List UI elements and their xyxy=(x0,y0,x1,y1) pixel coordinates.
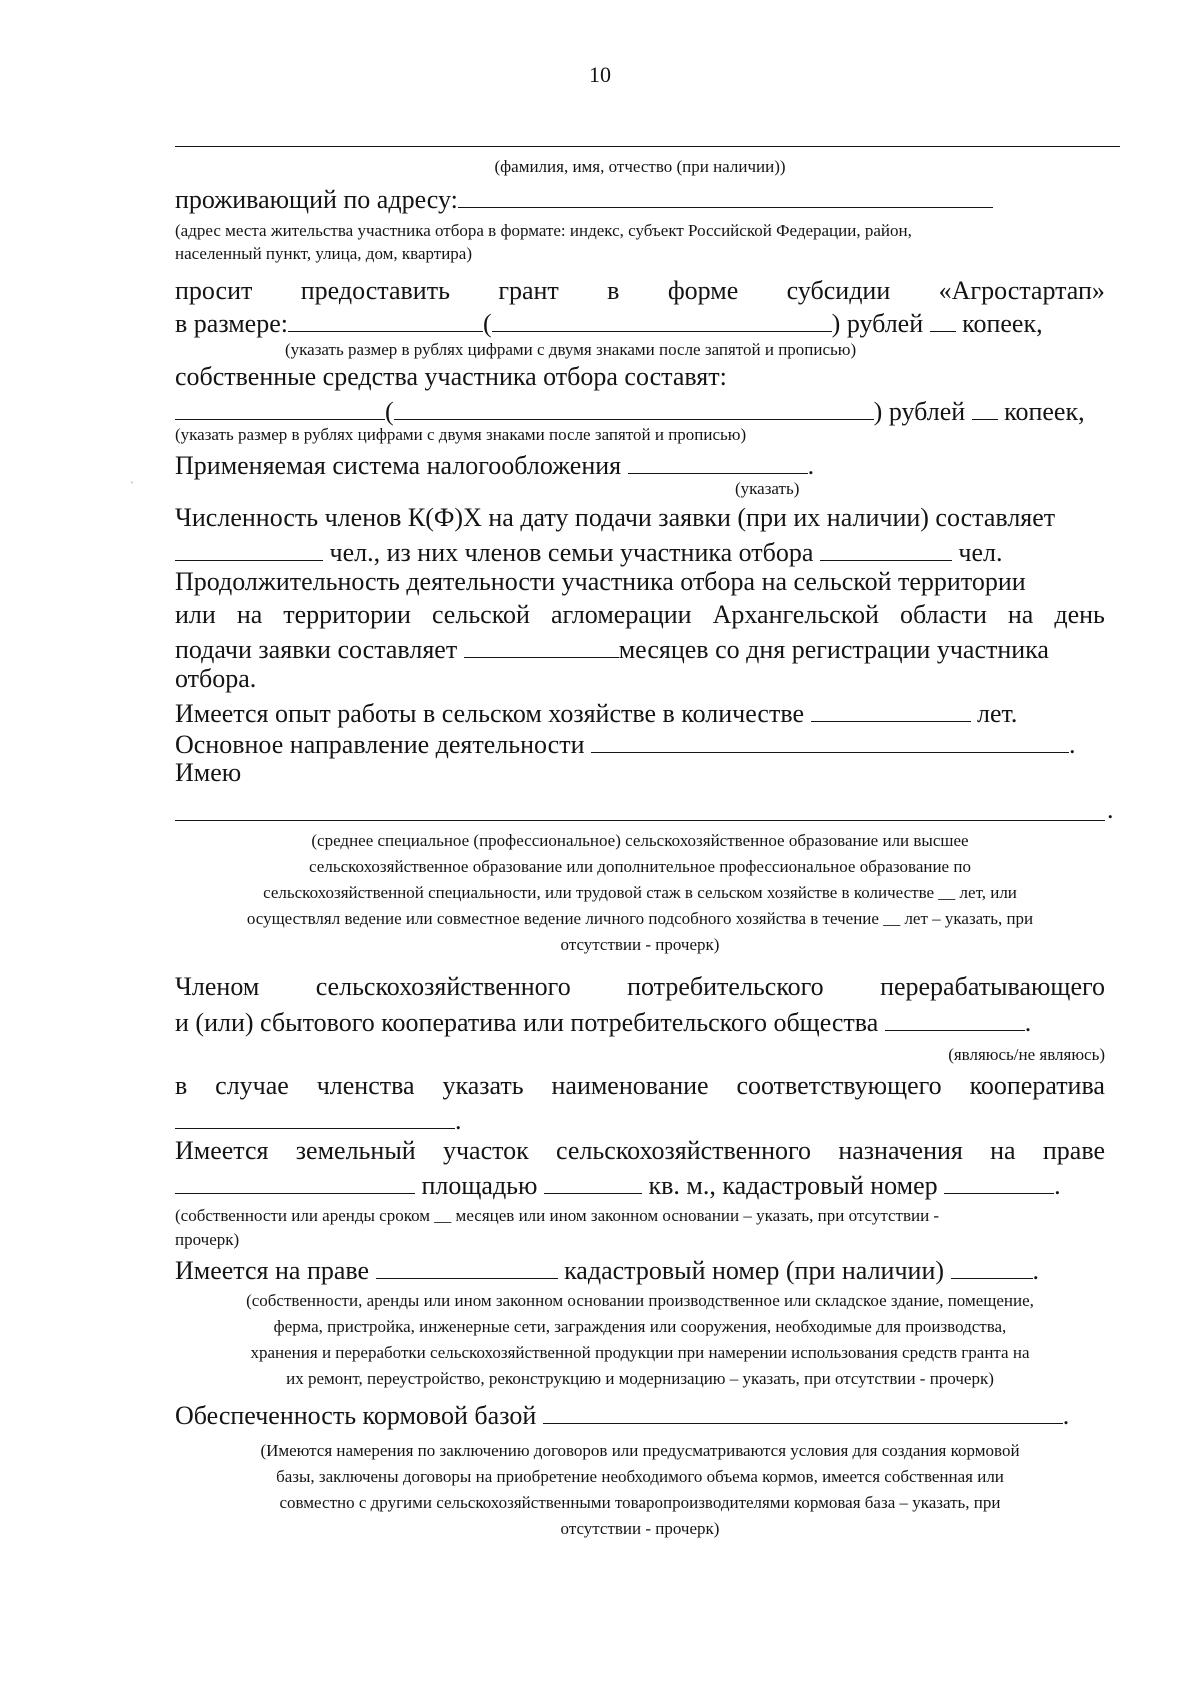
building-hint-3: хранения и переработки сельскохозяйственной продукции при намерении использования средств гранта на xyxy=(250,1343,1030,1362)
paren-open: ( xyxy=(385,397,394,426)
duration-word: области xyxy=(899,600,987,629)
building-cad-blank xyxy=(951,1254,1033,1279)
education-hint-2: сельскохозяйственное образование или дополнительное профессиональное образование по xyxy=(309,857,971,876)
duration-line-2 xyxy=(175,600,1105,630)
building-cad-label: кадастровый номер (при наличии) xyxy=(564,1256,945,1285)
coop-word: случае xyxy=(215,1071,289,1100)
address-hint-2: населенный пункт, улица, дом, квартира) xyxy=(175,244,472,263)
grant-kop-blank xyxy=(930,307,956,332)
grant-amount-line xyxy=(175,307,1105,339)
duration-months-blank xyxy=(464,633,619,658)
duration-line-1: Продолжительность деятельности участника отбора на сельской территории xyxy=(175,567,1026,596)
own-funds-words-blank xyxy=(394,395,874,420)
members-total-blank xyxy=(175,536,323,561)
coop-word: соответствующего xyxy=(736,1071,942,1100)
feed-hint-2: базы, заключены договоры на приобретение необходимого объема кормов, имеется собственная или xyxy=(276,1467,1004,1486)
tax-hint: (указать) xyxy=(735,479,800,498)
coop-word: потребительского xyxy=(627,972,824,1001)
page-number: 10 xyxy=(589,62,611,87)
own-funds-kop-text: копеек, xyxy=(1004,397,1085,426)
building-hint-4: их ремонт, переустройство, реконструкцию и модернизацию – указать, при отсутствии - прочерк) xyxy=(286,1369,994,1388)
building-line xyxy=(175,1254,1105,1286)
coop-word: членства xyxy=(316,1071,415,1100)
duration-word: день xyxy=(1054,600,1105,629)
land-word: Имеется xyxy=(175,1136,269,1165)
coop-word: наименование xyxy=(551,1071,709,1100)
own-funds-hint: (указать размер в рублях цифрами с двумя знаками после запятой и прописью) xyxy=(175,425,747,444)
dot: . xyxy=(1069,730,1076,759)
land-cad-blank xyxy=(944,1169,1054,1194)
main-activity-line xyxy=(175,728,1105,760)
coop-word: кооператива xyxy=(969,1071,1105,1100)
coop-line2-text: и (или) сбытового кооператива или потребительского общества xyxy=(175,1008,879,1037)
land-word: праве xyxy=(1042,1136,1105,1165)
coop-word: Членом xyxy=(175,972,260,1001)
land-hint-2: прочерк) xyxy=(175,1230,240,1249)
coop-word: в xyxy=(175,1071,188,1100)
duration-line3-start: подачи заявки составляет xyxy=(175,635,458,664)
coop-line-3 xyxy=(175,1071,1105,1101)
own-funds-rub-text: ) рублей xyxy=(873,397,966,426)
own-funds-amount-line xyxy=(175,395,1105,427)
experience-line xyxy=(175,697,1105,729)
tax-blank xyxy=(628,449,808,474)
address-blank xyxy=(458,183,993,208)
main-activity-label: Основное направление деятельности xyxy=(175,730,585,759)
coop-hint: (являюсь/не являюсь) xyxy=(948,1045,1105,1064)
dot: . xyxy=(807,451,815,480)
land-right-blank xyxy=(175,1169,415,1194)
feed-hint-1: (Имеются намерения по заключению договоров или предусматриваются условия для создания кормовой xyxy=(260,1441,1020,1460)
duration-word: или xyxy=(175,600,216,629)
grant-word: просит xyxy=(175,276,253,305)
land-word: земельный xyxy=(295,1136,416,1165)
coop-word: сельскохозяйственного xyxy=(315,972,571,1001)
dot: . xyxy=(1024,1008,1032,1037)
land-hint-1: (собственности или аренды сроком __ месяцев или ином законном основании – указать, при отсутствии - xyxy=(175,1206,940,1225)
tax-label: Применяемая система налогообложения xyxy=(175,451,622,480)
coop-name-line xyxy=(175,1104,1105,1136)
duration-line-3 xyxy=(175,633,1105,665)
fio-hint: (фамилия, имя, отчество (при наличии)) xyxy=(494,157,786,176)
feed-blank xyxy=(543,1399,1063,1424)
members-end: чел. xyxy=(958,538,1003,567)
dot: . xyxy=(1062,1401,1070,1430)
grant-words-blank xyxy=(492,307,832,332)
duration-line3-end: месяцев со дня регистрации участника xyxy=(618,635,1049,664)
education-hint-3: сельскохозяйственной специальности, или трудовой стаж в сельском хозяйстве в количестве __ лет, или xyxy=(263,883,1017,902)
experience-label: Имеется опыт работы в сельском хозяйстве в количестве xyxy=(175,699,804,728)
dot: . xyxy=(455,1106,462,1135)
scan-mark: ˏ xyxy=(130,470,134,484)
grant-kop-text: копеек, xyxy=(962,309,1043,338)
land-word: назначения xyxy=(838,1136,963,1165)
main-activity-blank xyxy=(591,728,1069,753)
grant-word: форме xyxy=(667,276,739,305)
building-right-blank xyxy=(376,1254,558,1279)
grant-amount-label: в размере: xyxy=(175,309,288,338)
education-label: Имею xyxy=(175,758,242,787)
feed-line xyxy=(175,1399,1105,1431)
duration-word: Архангельской xyxy=(712,600,879,629)
address-hint-1: (адрес места жительства участника отбора в формате: индекс, субъект Российской Федерации, район, xyxy=(175,221,912,240)
members-family-blank xyxy=(820,536,952,561)
coop-name-blank xyxy=(175,1104,455,1129)
land-line-1 xyxy=(175,1136,1105,1166)
coop-word: указать xyxy=(442,1071,524,1100)
coop-line-2 xyxy=(175,1006,1105,1038)
tax-line xyxy=(175,449,1105,481)
building-label: Имеется на праве xyxy=(175,1256,370,1285)
grant-figure-blank xyxy=(288,307,483,332)
duration-word: сельской xyxy=(431,600,530,629)
feed-hint-4: отсутствии - прочерк) xyxy=(560,1519,720,1538)
grant-rub-text: ) рублей xyxy=(831,309,924,338)
paren-open: ( xyxy=(482,309,492,338)
members-mid: чел., из них членов семьи участника отбора xyxy=(329,538,814,567)
coop-line-1 xyxy=(175,972,1105,1002)
land-area-blank xyxy=(544,1169,642,1194)
duration-word: на xyxy=(1007,600,1034,629)
address-line xyxy=(175,183,1105,215)
members-line-2 xyxy=(175,536,1105,568)
dot: . xyxy=(1107,795,1114,824)
land-word: участок xyxy=(442,1136,529,1165)
own-funds-figure-blank xyxy=(175,395,385,420)
duration-line-4: отбора. xyxy=(175,664,257,693)
duration-word: территории xyxy=(283,600,411,629)
grant-word: в xyxy=(607,276,620,305)
education-hint-5: отсутствии - прочерк) xyxy=(560,935,720,954)
grant-word: предоставить xyxy=(300,276,450,305)
own-funds-kop-blank xyxy=(972,395,998,420)
experience-blank xyxy=(811,697,971,722)
building-hint-1: (собственности, аренды или ином законном основании производственное или складское здание, помещение, xyxy=(246,1291,1034,1310)
building-hint-2: ферма, пристройка, инженерные сети, заграждения или сооружения, необходимые для производства, xyxy=(273,1317,1007,1336)
grant-word: субсидии xyxy=(786,276,891,305)
own-funds-label: собственные средства участника отбора составят: xyxy=(175,362,727,391)
experience-end: лет. xyxy=(977,699,1018,728)
dot: . xyxy=(1032,1256,1040,1285)
duration-word: агломерации xyxy=(550,600,692,629)
grant-word: грант xyxy=(498,276,559,305)
grant-word: «Агростартап» xyxy=(938,276,1105,305)
land-line-2 xyxy=(175,1169,1105,1201)
land-area-label: площадью xyxy=(421,1171,538,1200)
land-word: на xyxy=(990,1136,1016,1165)
duration-word: на xyxy=(236,600,263,629)
grant-hint: (указать размер в рублях цифрами с двумя знаками после запятой и прописью) xyxy=(285,340,857,359)
dot: . xyxy=(1054,1171,1061,1200)
address-label: проживающий по адресу: xyxy=(175,185,458,214)
members-line-1: Численность членов К(Ф)Х на дату подачи заявки (при их наличии) составляет xyxy=(175,503,1056,532)
coop-word: перерабатывающего xyxy=(880,972,1105,1001)
coop-member-blank xyxy=(885,1006,1025,1031)
grant-line xyxy=(175,276,1105,306)
feed-hint-3: совместно с другими сельскохозяйственными товаропроизводителями кормовая база – указать, при xyxy=(279,1493,1001,1512)
land-word: сельскохозяйственного xyxy=(556,1136,812,1165)
education-hint-1: (среднее специальное (профессиональное) сельскохозяйственное образование или высшее xyxy=(311,831,969,850)
land-sqm-label: кв. м., кадастровый номер xyxy=(648,1171,938,1200)
education-blank xyxy=(175,820,1105,821)
feed-label: Обеспеченность кормовой базой xyxy=(175,1401,537,1430)
education-hint-4: осуществлял ведение или совместное ведение личного подсобного хозяйства в течение __ лет – указать, при xyxy=(246,909,1034,928)
fio-line xyxy=(175,146,1120,147)
